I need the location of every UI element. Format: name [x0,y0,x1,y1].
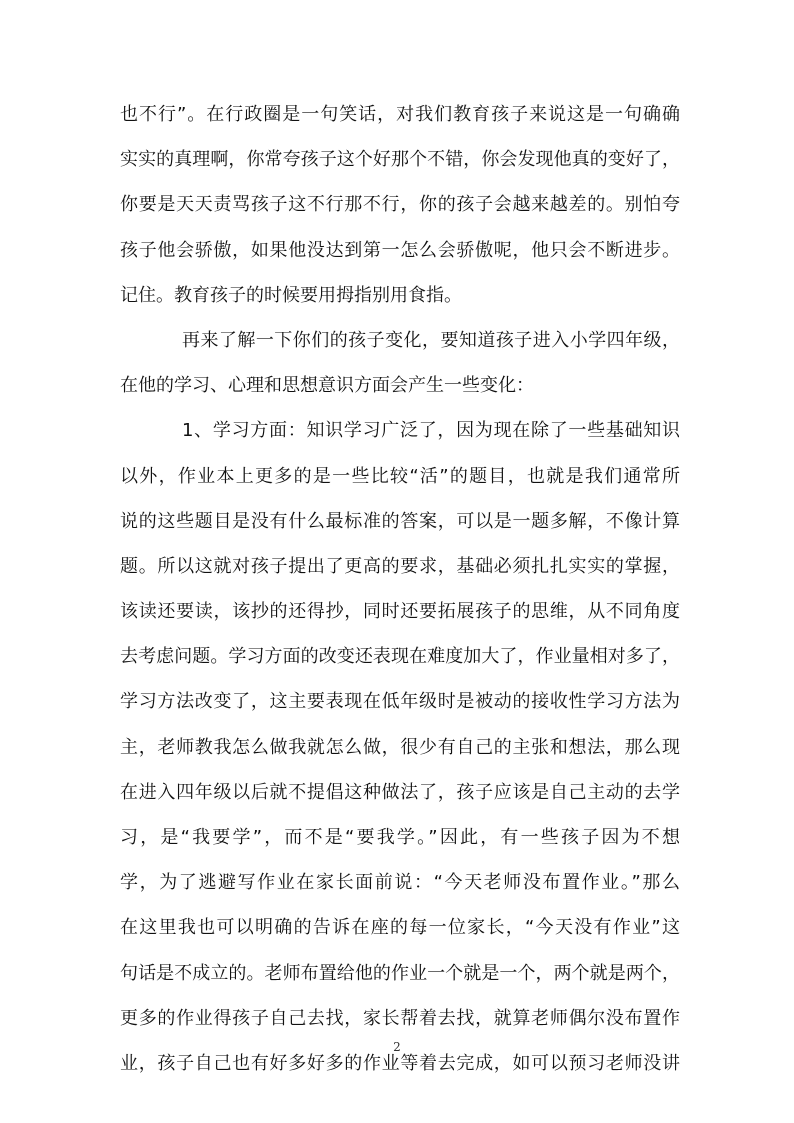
page-number: 2 [393,1040,401,1054]
text-line: 去考虑问题。学习方面的改变还表现在难度加大了，作业量相对多了， [120,646,680,668]
text-line: 1、学习方面：知识学习广泛了，因为现在除了一些基础知识 [182,420,680,442]
text-line: 在进入四年级以后就不提倡这种做法了，孩子应该是自己主动的去学 [120,781,680,803]
paragraph-2 [120,318,680,408]
text-line: 主，老师教我怎么做我就怎么做，很少有自己的主张和想法，那么现 [120,736,680,758]
text-line: 以外，作业本上更多的是一些比较“活”的题目，也就是我们通常所 [120,465,680,487]
paragraph-1 [120,92,680,318]
text-line: 句话是不成立的。老师布置给他的作业一个就是一个，两个就是两个， [120,962,680,984]
text-line: 说的这些题目是没有什么最标准的答案，可以是一题多解，不像计算 [120,510,680,532]
text-line: 学习方法改变了，这主要表现在低年级时是被动的接收性学习方法为 [120,691,680,713]
text-line: 该读还要读，该抄的还得抄，同时还要拓展孩子的思维，从不同角度 [120,601,680,623]
text-line: 在他的学习、心理和思想意识方面会产生一些变化： [120,375,534,397]
text-line: 题。所以这就对孩子提出了更高的要求，基础必须扎扎实实的掌握， [120,555,680,577]
text-line: 习，是“我要学”，而不是“要我学。”因此，有一些孩子因为不想 [120,827,680,848]
text-line: 学，为了逃避写作业在家长面前说：“今天老师没布置作业。”那么 [120,872,680,894]
text-line: 实实的真理啊，你常夸孩子这个好那个不错，你会发现他真的变好了， [120,149,680,171]
text-line: 在这里我也可以明确的告诉在座的每一位家长，“今天没有作业”这 [120,917,680,939]
text-line: 业，孩子自己也有好多好多的作业等着去完成，如可以预习老师没讲 [120,1052,680,1074]
text-line: 孩子他会骄傲，如果他没达到第一怎么会骄傲呢，他只会不断进步。 [120,239,680,261]
body-text [120,92,680,1086]
text-line: 记住。教育孩子的时候要用拇指别用食指。 [120,284,462,306]
paragraph-3 [120,408,680,1086]
text-line: 再来了解一下你们的孩子变化，要知道孩子进入小学四年级， [182,329,680,351]
text-line: 你要是天天责骂孩子这不行那不行，你的孩子会越来越差的。别怕夸 [120,194,680,216]
text-line: 更多的作业得孩子自己去找，家长帮着去找，就算老师偶尔没布置作 [120,1007,680,1029]
text-line: 也不行”。在行政圈是一句笑话，对我们教育孩子来说这是一句确确 [120,104,680,125]
